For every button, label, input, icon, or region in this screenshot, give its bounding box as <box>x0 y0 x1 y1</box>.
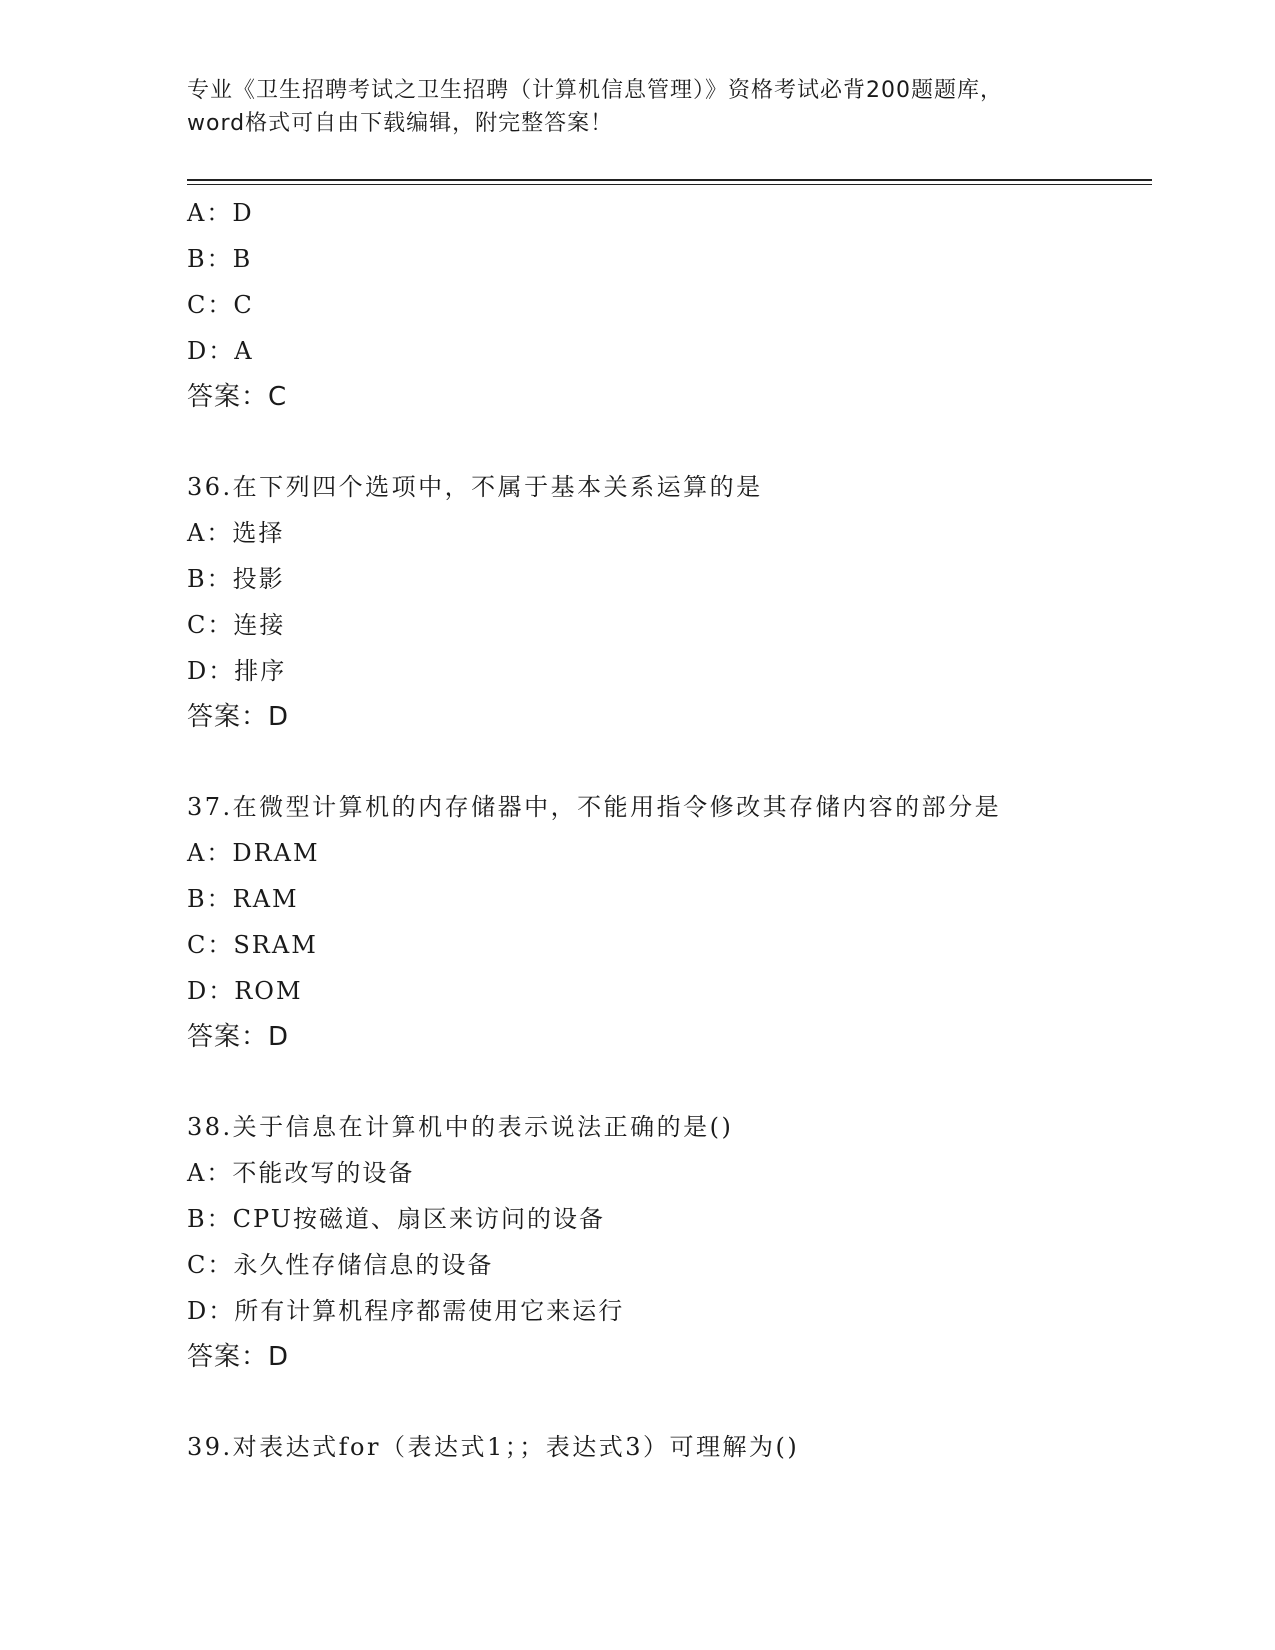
option-b: B：B <box>187 245 253 273</box>
answer: 答案：D <box>187 1342 290 1372</box>
spacer <box>187 420 1152 464</box>
answer: 答案：D <box>187 1022 290 1052</box>
header-line-2: word格式可自由下载编辑，附完整答案！ <box>187 111 614 136</box>
question-text: 36.在下列四个选项中，不属于基本关系运算的是 <box>187 473 763 501</box>
header-line-1: 专业《卫生招聘考试之卫生招聘（计算机信息管理）》资格考试必背200题题库， <box>187 78 1003 103</box>
option-b: B：投影 <box>187 565 285 593</box>
answer: 答案：C <box>187 382 288 412</box>
question-35 <box>187 190 1152 420</box>
option-a: A：不能改写的设备 <box>187 1159 415 1187</box>
question-text: 39.对表达式for（表达式1；；表达式3）可理解为() <box>187 1433 800 1461</box>
option-c: C：连接 <box>187 611 286 639</box>
question-list <box>187 190 1152 1470</box>
question-39 <box>187 1424 1152 1470</box>
option-c: C：SRAM <box>187 931 318 959</box>
option-c: C：C <box>187 291 254 319</box>
spacer <box>187 740 1152 784</box>
option-c: C：永久性存储信息的设备 <box>187 1251 494 1279</box>
question-38 <box>187 1104 1152 1380</box>
document-header <box>187 74 1087 140</box>
header-divider-thin <box>187 184 1152 185</box>
option-a: A：D <box>187 199 254 227</box>
option-d: D：所有计算机程序都需使用它来运行 <box>187 1297 625 1325</box>
spacer <box>187 1380 1152 1424</box>
option-a: A：DRAM <box>187 839 320 867</box>
header-divider-thick <box>187 179 1152 181</box>
option-d: D：A <box>187 337 254 365</box>
option-d: D：排序 <box>187 657 287 685</box>
option-a: A：选择 <box>187 519 285 547</box>
spacer <box>187 1060 1152 1104</box>
question-37 <box>187 784 1152 1060</box>
question-text: 37.在微型计算机的内存储器中，不能用指令修改其存储内容的部分是 <box>187 793 1002 821</box>
answer: 答案：D <box>187 702 290 732</box>
option-b: B：RAM <box>187 885 299 913</box>
question-text: 38.关于信息在计算机中的表示说法正确的是() <box>187 1113 734 1141</box>
option-b: B：CPU按磁道、扇区来访问的设备 <box>187 1205 605 1233</box>
question-36 <box>187 464 1152 740</box>
option-d: D：ROM <box>187 977 303 1005</box>
